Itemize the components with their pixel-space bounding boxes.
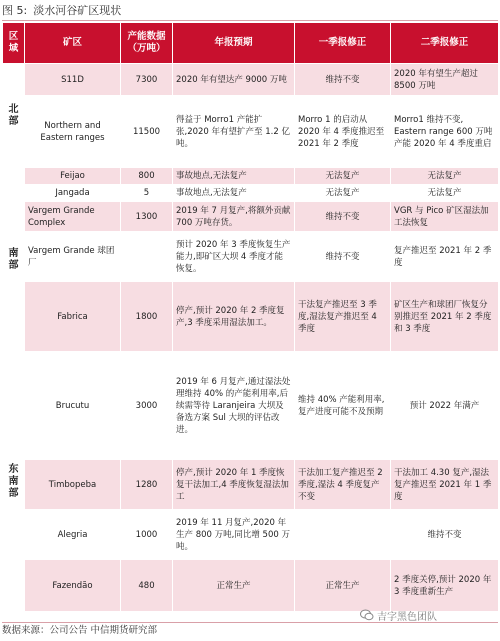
capacity-value: 11500 [121, 96, 173, 168]
table-row [3, 560, 499, 612]
header-annual: 年报预期 [173, 23, 295, 64]
q2-revision: 无法复产 [391, 185, 499, 202]
q1-revision: 维持不变 [295, 202, 391, 232]
mine-name: S11D [25, 64, 121, 96]
header-q2: 二季报修正 [391, 23, 499, 64]
table-row [3, 64, 499, 96]
q1-revision: 干法加工复产推迟至 2 季度,湿法 4 季度复产不变 [295, 460, 391, 510]
mine-name: Fabrica [25, 282, 121, 352]
q2-revision: 无法复产 [391, 168, 499, 185]
q1-revision [295, 510, 391, 560]
mine-name: Brucutu [25, 352, 121, 460]
region-south: 南部 [3, 168, 25, 352]
table-row [3, 185, 499, 202]
table-row [3, 96, 499, 168]
wechat-icon [360, 609, 374, 621]
mine-name: Northern and Eastern ranges [25, 96, 121, 168]
capacity-value: 3000 [121, 352, 173, 460]
table-row [3, 232, 499, 282]
header-mine: 矿区 [25, 23, 121, 64]
region-southeast: 东南部 [3, 352, 25, 612]
q1-revision: 维持不变 [295, 232, 391, 282]
annual-expectation: 停产,预计 2020 年 1 季度恢复干法加工,4 季度恢复湿法加工 [173, 460, 295, 510]
header-capacity: 产能数据 （万吨） [121, 23, 173, 64]
mine-name: Timbopeba [25, 460, 121, 510]
q2-revision: 2 季度关停,预计 2020 年 3 季度重新生产 [391, 560, 499, 612]
capacity-value: 1800 [121, 282, 173, 352]
region-north: 北部 [3, 64, 25, 168]
capacity-value: 1280 [121, 460, 173, 510]
table-row [3, 168, 499, 185]
annual-expectation: 停产,预计 2020 年 2 季度复产,3 季度采用湿法加工。 [173, 282, 295, 352]
q1-revision: Morro 1 的启动从 2020 年 4 季度推迟至 2021 年 2 季度 [295, 96, 391, 168]
capacity-value: 7300 [121, 64, 173, 96]
q1-revision: 无法复产 [295, 185, 391, 202]
header-q1: 一季报修正 [295, 23, 391, 64]
mine-name: Feijao [25, 168, 121, 185]
capacity-value [121, 232, 173, 282]
q2-revision: VGR 与 Pico 矿区湿法加工法恢复 [391, 202, 499, 232]
figure-caption: 淡水河谷矿区现状 [33, 4, 122, 17]
annual-expectation: 2020 年有望达产 9000 万吨 [173, 64, 295, 96]
mine-status-table [2, 22, 499, 612]
table-row [3, 352, 499, 460]
mine-name: Vargem Grande Complex [25, 202, 121, 232]
q1-revision: 干法复产推迟至 3 季度,湿法复产推迟至 4 季度 [295, 282, 391, 352]
q1-revision: 维持不变 [295, 64, 391, 96]
table-header-row [3, 23, 499, 64]
table-row [3, 282, 499, 352]
table-row [3, 202, 499, 232]
q2-revision: 矿区生产和球团厂恢复分别推迟至 2021 年 2 季度和 3 季度 [391, 282, 499, 352]
annual-expectation: 事故地点,无法复产 [173, 185, 295, 202]
q2-revision: 2020 年有望生产超过 8500 万吨 [391, 64, 499, 96]
table-row [3, 460, 499, 510]
capacity-value: 5 [121, 185, 173, 202]
annual-expectation: 得益于 Morro1 产能扩张,2020 年有望扩产至 1.2 亿吨。 [173, 96, 295, 168]
annual-expectation: 2019 年 11 月复产,2020 年生产 800 万吨,同比增 500 万吨。 [173, 510, 295, 560]
annual-expectation: 2019 年 6 月复产,通过湿法处理维持 40% 的产能利用率,后续需等待 Laranjeira 大坝及备选方案 Sul 大坝的评估改进。 [173, 352, 295, 460]
q1-revision: 无法复产 [295, 168, 391, 185]
q2-revision: Morro1 维持不变, Eastern range 600 万吨产能 2020 年 4 季度重启 [391, 96, 499, 168]
watermark-text: 吉字黑色团队 [377, 611, 437, 623]
figure-title [2, 2, 498, 21]
q1-revision: 维持 40% 产能利用率,复产进度可能不及预期 [295, 352, 391, 460]
mine-name: Alegria [25, 510, 121, 560]
table-row [3, 510, 499, 560]
capacity-value: 480 [121, 560, 173, 612]
annual-expectation: 2019 年 7 月复产,将额外贡献 700 万吨存货。 [173, 202, 295, 232]
capacity-value: 1300 [121, 202, 173, 232]
q2-revision: 预计 2022 年满产 [391, 352, 499, 460]
header-region: 区域 [3, 23, 25, 64]
mine-name: Jangada [25, 185, 121, 202]
mine-name: Vargem Grande 球团厂 [25, 232, 121, 282]
q2-revision: 复产推迟至 2021 年 2 季度 [391, 232, 499, 282]
q1-revision: 正常生产 [295, 560, 391, 612]
annual-expectation: 正常生产 [173, 560, 295, 612]
annual-expectation: 事故地点,无法复产 [173, 168, 295, 185]
capacity-value: 1000 [121, 510, 173, 560]
q2-revision: 干法加工 4.30 复产,湿法复产推迟至 2021 年 1 季度 [391, 460, 499, 510]
capacity-value: 800 [121, 168, 173, 185]
source-note: 数据来源：公司公告 中信期货研究部 [2, 622, 498, 639]
figure-label: 图 5: [2, 4, 28, 17]
mine-name: Fazendão [25, 560, 121, 612]
annual-expectation: 预计 2020 年 3 季度恢复生产能力,即矿区大坝 4 季度才能恢复。 [173, 232, 295, 282]
q2-revision: 维持不变 [391, 510, 499, 560]
